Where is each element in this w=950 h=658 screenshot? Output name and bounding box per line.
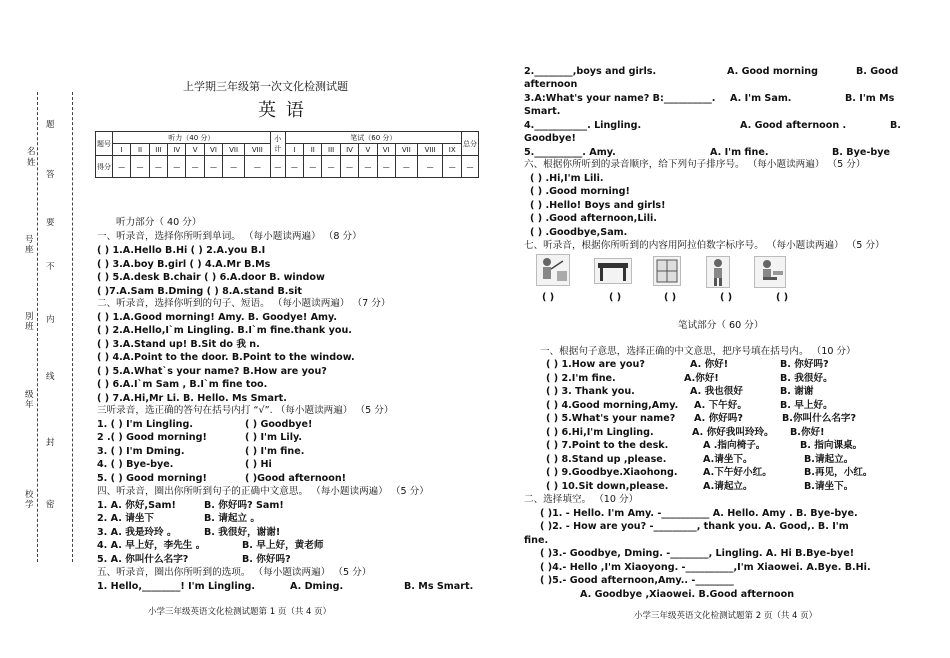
- score-cell-listening: 听力（40 分）: [113, 132, 271, 144]
- roman-cell: V: [186, 144, 204, 156]
- w1-a: A. 下午好。: [694, 400, 747, 411]
- roman-cell: II: [304, 144, 322, 156]
- score-row-label: 得分: [96, 156, 113, 178]
- s2-line: ( ) 6.A.I`m Sam , B.I`m fine too.: [97, 379, 268, 390]
- q-row-a: Smart.: [524, 106, 561, 117]
- w2-line: A. Goodbye ,Xiaowei. B.Good afternoon: [580, 589, 795, 600]
- s1-line: ( ) 5.A.desk B.chair ( ) 6.A.door B. window: [97, 272, 325, 283]
- w2-line: ( )5.- Good afternoon,Amy.. -________: [540, 575, 734, 586]
- s4-row-b: B. 你好吗? Sam!: [204, 500, 284, 511]
- s7-bracket: ( ): [542, 292, 555, 303]
- teacher-pointing-icon: [536, 254, 570, 286]
- margin-label-name: 名: [27, 147, 36, 157]
- s2-line: ( ) 1.A.Good morning! Amy. B. Goodye! Amy.: [97, 312, 338, 323]
- roman-cell: III: [322, 144, 340, 156]
- s4-row-b: B. 你好吗?: [242, 554, 291, 565]
- roman-cell: V: [359, 144, 377, 156]
- q-row-b: A. I'm Sam.: [730, 93, 792, 104]
- score-cell-total: 总分: [462, 132, 479, 156]
- roman-cell: IX: [443, 144, 462, 156]
- w2-line: ( )3.- Goodbye, Dming. -________, Lingling. A. Hi B.Bye-bye!: [540, 548, 855, 559]
- subject-title: 英 语: [258, 100, 306, 121]
- score-cell-written: 笔试（60 分）: [285, 132, 461, 144]
- s1-line: ( ) 3.A.boy B.girl ( ) 4.A.Mr B.Ms: [97, 259, 271, 270]
- margin-dot-1: 题: [46, 120, 55, 130]
- score-cell-header: 题号: [96, 132, 113, 156]
- w1-a: A.下午好小红。: [703, 467, 772, 478]
- roman-cell: II: [131, 144, 149, 156]
- w1-b: B.请坐下。: [804, 481, 854, 492]
- margin-dot-6: 线: [46, 372, 55, 382]
- w1-q: ( ) 2.I'm fine.: [546, 373, 616, 384]
- q-row-b: A. Good afternoon .: [740, 120, 847, 131]
- cut-line-inner: [72, 92, 73, 562]
- q-row-b: A. I'm fine.: [710, 147, 769, 158]
- s2-line: ( ) 2.A.Hello,I`m Lingling. B.I`m fine.thank you.: [97, 325, 352, 336]
- w1-a: A.请坐下。: [703, 454, 753, 465]
- w1-b: B.你叫什么名字?: [782, 413, 857, 424]
- s4-row-b: B. 请起立 。: [204, 513, 261, 524]
- section1-title: 一、听录音，选择你所听到单词。 （每小题读两遍） （8 分）: [97, 231, 362, 242]
- roman-cell: IV: [340, 144, 358, 156]
- w1-a: A. 你好!: [690, 359, 729, 370]
- window-icon: [653, 256, 681, 286]
- boy-standing-icon: [706, 256, 730, 288]
- s1-line: ( ) 1.A.Hello B.Hi ( ) 2.A.you B.I: [97, 245, 266, 256]
- w1-a: A .指向椅子。: [703, 440, 766, 451]
- s4-row-a: 5. A. 你叫什么名字?: [97, 554, 189, 565]
- w1-a: A. 我也很好: [690, 386, 743, 397]
- section5-title: 五、听录音，圈出你所听到的选项。 （每小题读两遍） （5 分）: [97, 567, 372, 578]
- section7-title: 七、听录音，根据你所听到的内容用阿拉伯数字标序号。 （每小题读两遍） （5 分）: [524, 240, 885, 251]
- w1-b: B.你好!: [790, 427, 825, 438]
- child-sitting-icon: [754, 256, 786, 288]
- margin-dot-4: 不: [46, 262, 55, 272]
- q-row-a: 4.___________. Lingling.: [524, 120, 642, 131]
- margin-label-grade: 级年: [25, 390, 34, 410]
- q-row-a: afternoon: [524, 79, 578, 90]
- s7-bracket: ( ): [776, 292, 789, 303]
- s4-row-b: B. 早上好，黄老师: [242, 540, 324, 551]
- exam-title: 上学期三年级第一次文化检测试题: [183, 80, 348, 93]
- w1-q: ( ) 4.Good morning,Amy.: [546, 400, 679, 411]
- s1-line: ( )7.A.Sam B.Dming ( ) 8.A.stand B.sit: [97, 286, 303, 297]
- s7-bracket: ( ): [609, 292, 622, 303]
- roman-cell: VII: [395, 144, 417, 156]
- s3-row-a: 2 .( ) Good morning!: [97, 432, 207, 443]
- roman-cell: I: [285, 144, 303, 156]
- q-row-c: B.: [890, 120, 901, 131]
- page-footer-left: 小学三年级英语文化检测试题第 1 页（共 4 页）: [148, 607, 332, 617]
- w1-q: ( ) 6.Hi,I'm Lingling.: [546, 427, 654, 438]
- s3-row-a: 1. ( ) I'm Lingling.: [97, 419, 193, 430]
- roman-cell: I: [113, 144, 131, 156]
- margin-dot-2: 答: [46, 170, 55, 180]
- q-row-c: B. Good: [856, 66, 899, 77]
- w2-line: ( )2. - How are you? -_________, thank you. A. Good,. B. I'm: [540, 521, 849, 532]
- w1-b: B. 我很好。: [780, 373, 833, 384]
- s6-line: ( ) .Good morning!: [530, 186, 630, 197]
- roman-cell: VII: [223, 144, 245, 156]
- w1-a: A. 你好我叫玲玲。: [692, 427, 774, 438]
- margin-dot-7: 封: [46, 438, 55, 448]
- q-row-c: B. Bye-bye: [832, 147, 890, 158]
- s7-bracket: ( ): [664, 292, 677, 303]
- q-row-c: B. I'm Ms: [845, 93, 895, 104]
- roman-cell: VI: [204, 144, 222, 156]
- w2-line: fine.: [524, 535, 549, 546]
- w1-b: B. 早上好。: [780, 400, 833, 411]
- s4-row-b: B. 我很好，谢谢!: [204, 527, 281, 538]
- w1-q: ( ) 5.What's your name?: [546, 413, 676, 424]
- w2-line: ( )4.- Hello ,I'm Xiaoyong. -__________,I'm Xiaowei. A.Bye. B.Hi.: [540, 562, 871, 573]
- q-row-b: A. Good morning: [727, 66, 818, 77]
- w1-a: A.请起立。: [703, 481, 753, 492]
- section3-title: 三听录音，选正确的答句在括号内打 “√”. （每小题读两遍） （5 分）: [97, 405, 394, 416]
- desk-icon: [594, 258, 632, 284]
- w1-q: ( ) 8.Stand up ,please.: [546, 454, 667, 465]
- s3-row-b: ( ) Goodbye!: [245, 419, 313, 430]
- w1-b: B. 你好吗?: [780, 359, 829, 370]
- s3-row-b: ( ) I'm Lily.: [245, 432, 302, 443]
- s3-row-b: ( ) Hi: [245, 459, 272, 470]
- roman-cell: III: [149, 144, 167, 156]
- s3-row-b: ( ) I'm fine.: [245, 446, 305, 457]
- roman-cell: VIII: [245, 144, 271, 156]
- margin-label-school: 校学: [25, 490, 34, 510]
- margin-dot-8: 密: [46, 500, 55, 510]
- s6-line: ( ) .Hi,I'm Lili.: [530, 173, 604, 184]
- s4-row-a: 4. A. 早上好，李先生 。: [97, 540, 206, 551]
- margin-label-class: 別班: [25, 312, 34, 332]
- s3-row-a: 3. ( ) I'm Dming.: [97, 446, 185, 457]
- cut-line-outer: [37, 92, 38, 562]
- listening-part-title: 听力部分（ 40 分）: [116, 217, 202, 228]
- w1-title: 一、根据句子意思，选择正确的中文意思，把序号填在括号内。 （10 分）: [540, 346, 856, 357]
- q-row-a: 3.A:What's your name? B:__________.: [524, 93, 716, 104]
- s4-row-a: 2. A. 请坐下: [97, 513, 155, 524]
- section2-title: 二、听录音，选择你听到的句子、短语。 （每小题读两遍） （7 分）: [97, 298, 391, 309]
- w2-line: ( )1. - Hello. I'm Amy. -__________ A. Hello. Amy . B. Bye-bye.: [540, 508, 858, 519]
- q-row-a: Goodbye!: [524, 133, 576, 144]
- score-cell-subtotal: 小计: [270, 132, 285, 156]
- w1-b: B.请起立。: [804, 454, 854, 465]
- s4-row-a: 3. A. 我是玲玲 。: [97, 527, 177, 538]
- roman-cell: IV: [168, 144, 186, 156]
- w1-q: ( ) 10.Sit down,please.: [546, 481, 669, 492]
- w1-q: ( ) 7.Point to the desk.: [546, 440, 669, 451]
- q-row-a: 2.________,boys and girls.: [524, 66, 657, 77]
- s6-line: ( ) .Good afternoon,Lili.: [530, 213, 657, 224]
- w1-q: ( ) 9.Goodbye.Xiaohong.: [546, 467, 678, 478]
- w1-q: ( ) 3. Thank you.: [546, 386, 635, 397]
- margin-dot-3: 要: [46, 218, 55, 228]
- s2-line: ( ) 5.A.What`s your name? B.How are you?: [97, 366, 327, 377]
- w1-b: B. 指向课桌。: [800, 440, 863, 451]
- s7-bracket: ( ): [720, 292, 733, 303]
- w1-b: B. 谢谢: [780, 386, 814, 397]
- page-footer-right: 小学三年级英语文化检测试题第 2 页（共 4 页）: [634, 611, 818, 621]
- score-table: 题号 听力（40 分） 小计 笔试（60 分） 总分 I II III IV V VI VII VIII I II III IV V VI VII VIII IX 得分 — — — — — — — — — — — — — — — — — — —: [95, 131, 479, 178]
- s2-line: ( ) 4.A.Point to the door. B.Point to the window.: [97, 352, 355, 363]
- w1-b: B.再见，小红。: [804, 467, 873, 478]
- s5-option-b: B. Ms Smart.: [404, 581, 474, 592]
- s2-line: ( ) 7.A.Hi,Mr Li. B. Hello. Ms Smart.: [97, 393, 287, 404]
- w1-a: A. 你好吗?: [694, 413, 743, 424]
- roman-cell: VI: [377, 144, 395, 156]
- roman-cell: VIII: [417, 144, 443, 156]
- written-part-title: 笔试部分（ 60 分）: [678, 320, 764, 331]
- w1-q: ( ) 1.How are you?: [546, 359, 645, 370]
- s3-row-a: 4. ( ) Bye-bye.: [97, 459, 174, 470]
- q-row-a: 5.__________. Amy.: [524, 147, 616, 158]
- margin-label-name2: 姓: [27, 158, 36, 168]
- s5-question: 1. Hello,________! I'm Lingling.: [97, 581, 255, 592]
- margin-label-seat: 号座: [25, 235, 34, 255]
- s4-row-a: 1. A. 你好,Sam!: [97, 500, 176, 511]
- s2-line: ( ) 3.A.Stand up! B.Sit do 我 n.: [97, 339, 260, 350]
- s3-row-b: ( )Good afternoon!: [245, 473, 347, 484]
- s6-line: ( ) .Hello! Boys and girls!: [530, 200, 666, 211]
- s5-option-a: A. Dming.: [290, 581, 344, 592]
- margin-dot-5: 内: [46, 315, 55, 325]
- w1-a: A.你好!: [684, 373, 719, 384]
- s3-row-a: 5. ( ) Good morning!: [97, 473, 207, 484]
- section4-title: 四、听录音，圈出你所听到句子的正确中文意思。 （每小题读两遍） （5 分）: [97, 486, 429, 497]
- s6-line: ( ) .Goodbye,Sam.: [530, 227, 628, 238]
- w2-title: 二、选择填空。 （10 分）: [524, 494, 639, 505]
- section6-title: 六、根据你所听到的录音顺序，给下列句子排序号。 （每小题读两遍） （5 分）: [524, 159, 866, 170]
